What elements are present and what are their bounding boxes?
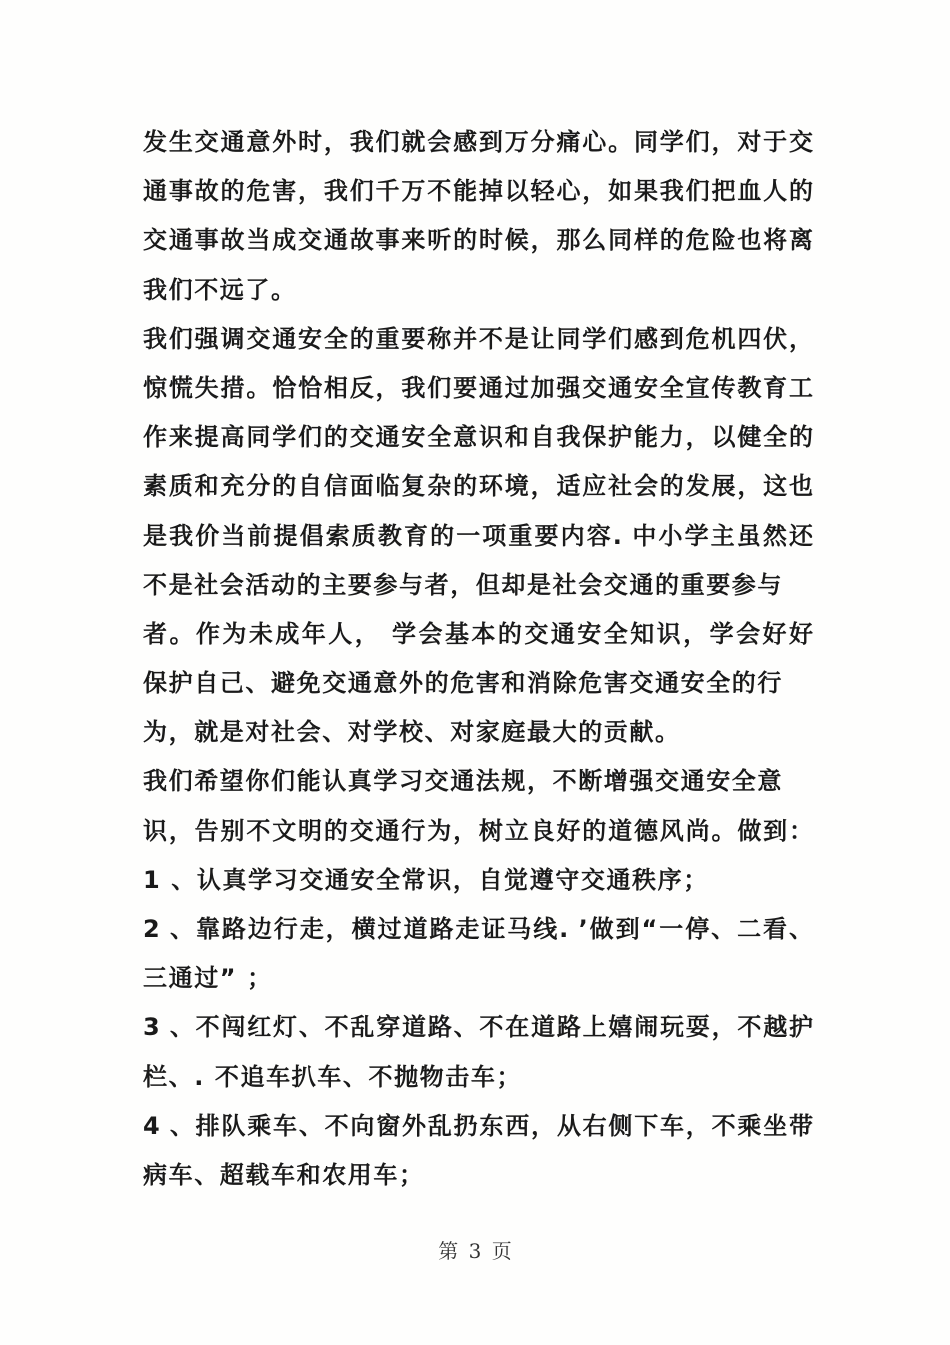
text-line: 2 、靠路边行走，横过道路走证马线. ’做到“一停、二看、 — [143, 915, 813, 943]
text-line: 病车、超载车和农用车； — [143, 1160, 425, 1189]
text-line: 我们强调交通安全的重要称并不是让同学们感到危机四伏， — [143, 324, 813, 353]
text-line: 为，就是对社会、对学校、对家庭最大的贡献。 — [143, 718, 681, 747]
text-line: 作来提高同学们的交通安全意识和自我保护能力，以健全的 — [143, 423, 813, 452]
text-line: 3 、不闯红灯、不乱穿道路、不在道路上嬉闹玩耍，不越护 — [143, 1013, 813, 1042]
text-line: 发生交通意外时，我们就会感到万分痛心。同学们，对于交 — [143, 128, 813, 156]
text-line: 惊慌失措。恰恰相反，我们要通过加强交通安全宣传教育工 — [143, 373, 813, 402]
text-line: 识，告别不文明的交通行为，树立良好的道德风尚。做到： — [143, 816, 813, 845]
text-line: 素质和充分的自信面临复杂的环境，适应社会的发展，这也 — [143, 472, 813, 501]
text-line: 三通过” ； — [143, 964, 273, 993]
text-line: 保护自己、避免交通意外的危害和消除危害交通安全的行 — [143, 669, 783, 698]
page-number: 第 3 页 — [438, 1239, 512, 1263]
body-text — [143, 118, 813, 1200]
text-line: 1 、认真学习交通安全常识，自觉遵守交通秩序； — [143, 865, 709, 894]
text-line: 我们不远了。 — [143, 275, 297, 304]
text-line: 4 、排队乘车、不向窗外乱扔东西，从右侧下车，不乘坐带 — [143, 1111, 813, 1140]
text-line: 我们希望你们能认真学习交通法规，不断增强交通安全意 — [143, 767, 783, 796]
text-line: 通事故的危害，我们千万不能掉以轻心，如果我们把血人的 — [143, 177, 813, 206]
text-line: 者。作为未成年人， 学会基本的交通安全知识，学会好好 — [143, 619, 813, 648]
text-line: 是我价当前提倡索质教育的一项重要内容. 中小学主虽然还 — [143, 521, 813, 550]
text-line: 交通事故当成交通故事来听的时候，那么同样的危险也将离 — [143, 226, 813, 255]
text-line: 栏、. 不追车扒车、不抛物击车； — [143, 1062, 523, 1091]
text-line: 不是社会活动的主要参与者，但却是社会交通的重要参与 — [143, 570, 783, 599]
